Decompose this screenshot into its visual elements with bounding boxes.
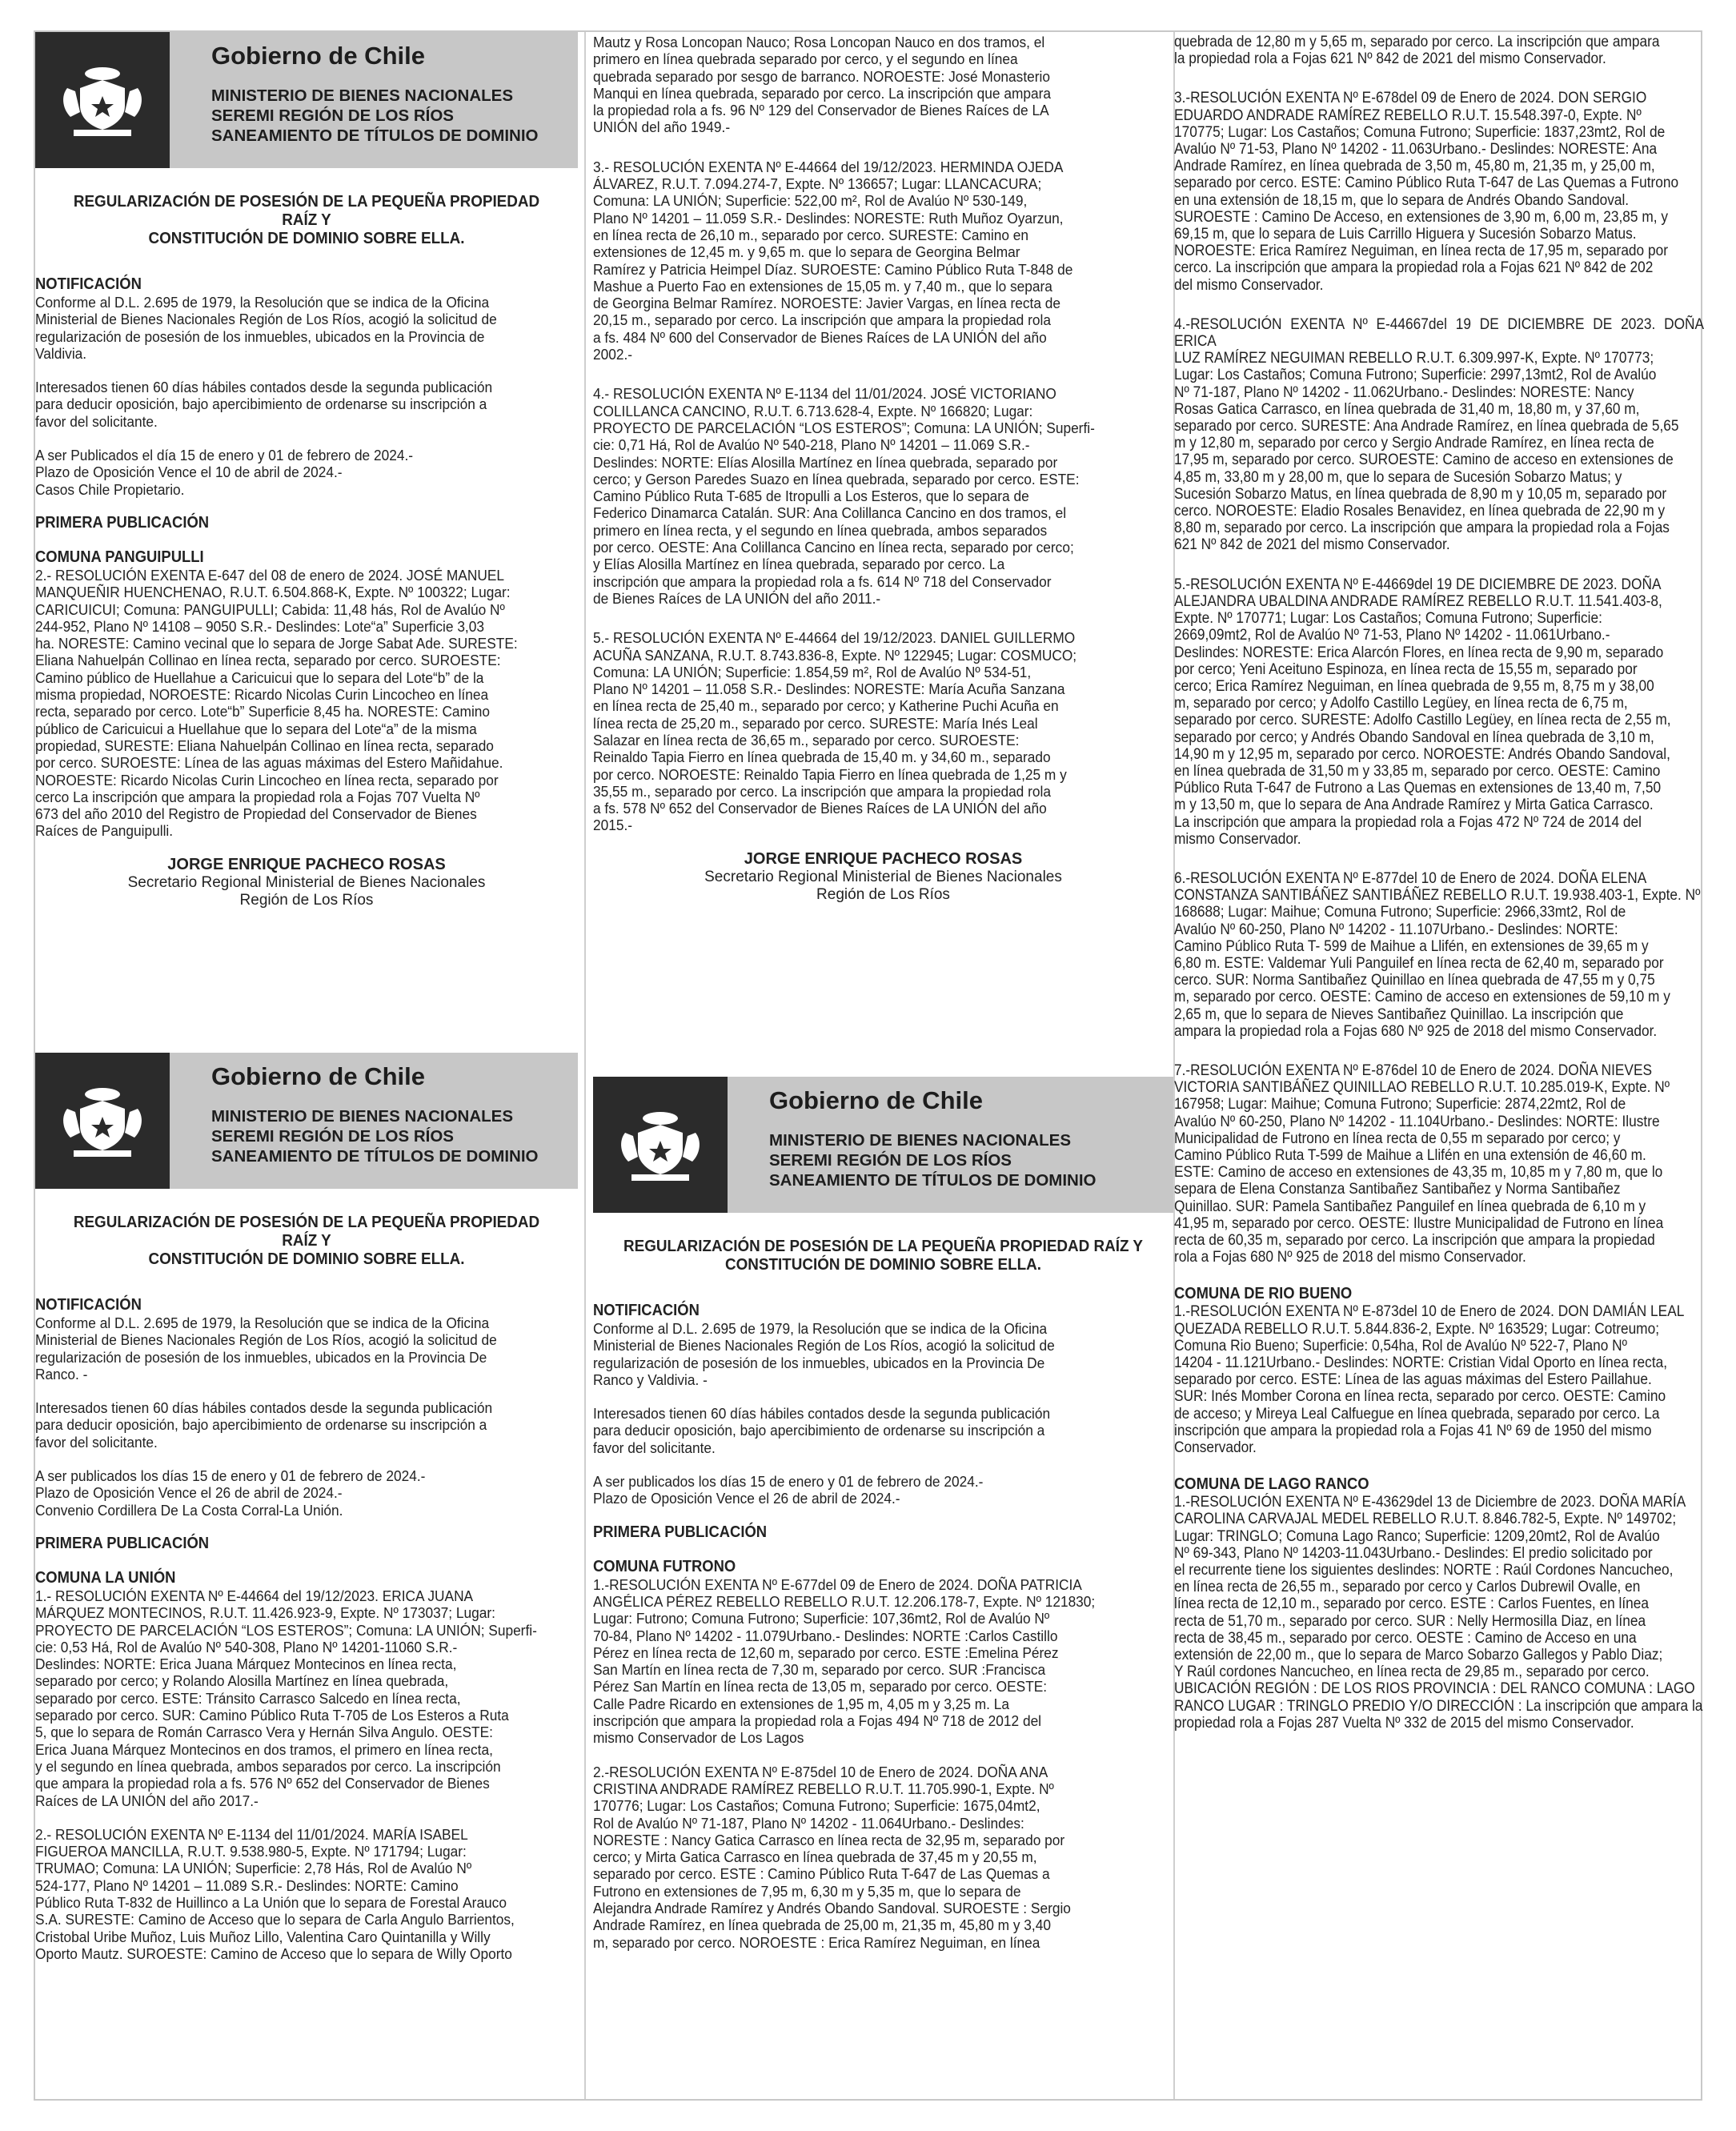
section-label: COMUNA LA UNIÓN <box>35 1568 176 1587</box>
section-label: COMUNA FUTRONO <box>593 1557 736 1575</box>
paragraph: Conforme al D.L. 2.695 de 1979, la Resolución que se indica de la Oficina Ministerial de Bienes Nacionales Región de Los Ríos, acogió la solicitud de regularización de posesión de los inmuebles, ubicados en la Provincia De Ranco. - <box>35 1314 497 1383</box>
ministry-lines: MINISTERIO DE BIENES NACIONALES SEREMI REGIÓN DE LOS RÍOS SANEAMIENTO DE TÍTULOS DE DOMINIO <box>211 1107 539 1166</box>
paragraph: 4.-RESOLUCIÓN EXENTA Nº E-44667del 19 DE DICIEMBRE DE 2023. DOÑA ERICA LUZ RAMÍREZ NEGUIMAN REBELLO R.U.T. 6.309.997-K, Expte. Nº 170773; Lugar: Los Castaños; Comuna Futrono; Superficie: 2997,13mt2, Rol de Avalúo Nº 71-187, Plano Nº 14202 - 11.062Urbano.- Deslindes: NORESTE: Nancy Rosas Gatica Carrasco, en línea quebrada de 31,40 m, 18,80 m, y 37,60 m, separado por cerco. SURESTE: Ana Andrade Ramírez, en línea quebrada de 5,65 m y 12,80 m, separado por cerco y Sergio Andrade Ramírez, en línea recta de 17,95 m, separado por cerco. SUROESTE: Camino de acceso en extensiones de 4,85 m, 33,80 m y 28,00 m, que lo separa de Sucesión Sobarzo Matus; y Sucesión Sobarzo Matus, en línea quebrada de 8,90 m y 10,05 m, separado por cerco. NOROESTE: Eladio Rosales Benavidez, en línea quebrada de 22,90 m y 8,80 m, separado por cerco. La inscripción que ampara la propiedad rola a Fojas 621 Nº 842 de 2021 del mismo Conservador. <box>1174 315 1705 554</box>
paragraph: A ser publicados los días 15 de enero y 01 de febrero de 2024.- Plazo de Oposición Vence el 26 de abril de 2024.- <box>593 1473 984 1507</box>
section-label: COMUNA DE LAGO RANCO <box>1174 1475 1369 1494</box>
paragraph: 4.- RESOLUCIÓN EXENTA Nº E-1134 del 11/01/2024. JOSÉ VICTORIANO COLILLANCA CANCINO, R.U.T. 6.713.628-4, Expte. Nº 166820; Lugar: PROYECTO DE PARCELACIÓN “LOS ESTEROS”; Comuna: LA UNIÓN; Superfi- cie: 0,71 Há, Rol de Avalúo Nº 540-218, Plano Nº 14201 – 11.069 S.R.- Deslindes: NORTE: Elías Alosilla Martínez en línea quebrada, separado por cerco; y Gerson Paredes Suazo en línea quebrada, separado por cerco. ESTE: Camino Público Ruta T-685 de Itropulli a Los Esteros, que lo separa de Federico Dinamarca Catalán. SUR: Ana Colillanca Cancino en dos tramos, el primero en línea recta, y el segundo en línea quebrada, ambos separados por cerco. OESTE: Ana Colillanca Cancino en línea recta, separado por cerco; y Elías Alosilla Martínez en línea quebrada, separado por cerco. La inscripción que ampara la propiedad rola a fs. 614 Nº 718 del Conservador de Bienes Raíces de LA UNIÓN del año 2011.- <box>593 385 1095 607</box>
paragraph: 5.- RESOLUCIÓN EXENTA Nº E-44664 del 19/12/2023. DANIEL GUILLERMO ACUÑA SANZANA, R.U.T. 8.743.836-8, Expte. Nº 122945; Lugar: COSMUCO; Comuna: LA UNIÓN; Superficie: 1.854,59 m², Rol de Avalúo Nº 534-51, Plano Nº 14201 – 11.058 S.R.- Deslindes: NORESTE: María Acuña Sanzana en línea recta de 25,40 m., separado por cerco; y Katherine Puchi Acuña en línea recta de 25,20 m., separado por cerco. SURESTE: María Inés Leal Salazar en línea recta de 36,65 m., separado por cerco. SUROESTE: Reinaldo Tapia Fierro en línea quebrada de 15,40 m. y 34,60 m., separado por cerco. NOROESTE: Reinaldo Tapia Fierro en línea quebrada de 1,25 m y 35,55 m., separado por cerco. La inscripción que ampara la propiedad rola a fs. 578 Nº 652 del Conservador de Bienes Raíces de LA UNIÓN del año 2015.- <box>593 629 1077 834</box>
gov-header <box>35 1053 578 1189</box>
section-label: COMUNA PANGUIPULLI <box>35 548 204 566</box>
newspaper-page <box>34 30 1705 2101</box>
notice-title: REGULARIZACIÓN DE POSESIÓN DE LA PEQUEÑA PROPIEDAD RAÍZ Y CONSTITUCIÓN DE DOMINIO SOBRE ELLA. <box>623 1237 1144 1274</box>
paragraph: 6.-RESOLUCIÓN EXENTA Nº E-877del 10 de Enero de 2024. DOÑA ELENA CONSTANZA SANTIBÁÑEZ SANTIBÁÑEZ REBELLO R.U.T. 19.938.403-1, Expte. Nº 168688; Lugar: Maihue; Comuna Futrono; Superficie: 2966,33mt2, Rol de Avalúo Nº 60-250, Plano Nº 14202 - 11.107Urbano.- Deslindes: NORTE: Camino Público Ruta T- 599 de Maihue a Llifén, en extensiones de 39,65 m y 6,80 m. ESTE: Valdemar Yuli Panguilef en línea recta de 62,40 m, separado por cerco. SUR: Norma Santibañez Quinillao en línea quebrada de 47,55 m y 0,75 m, separado por cerco. OESTE: Camino de acceso en extensiones de 59,10 m y 2,65 m, que lo separa de Nieves Santibañez Quinillao. La inscripción que ampara la propiedad rola a Fojas 680 Nº 925 de 2018 del mismo Conservador. <box>1174 869 1701 1040</box>
paragraph: Interesados tienen 60 días hábiles contados desde la segunda publicación para deducir oposición, bajo apercibimiento de ordenarse su inscripción a favor del solicitante. <box>35 379 493 430</box>
section-label: COMUNA DE RIO BUENO <box>1174 1285 1353 1303</box>
paragraph: 1.-RESOLUCIÓN EXENTA Nº E-677del 09 de Enero de 2024. DOÑA PATRICIA ANGÉLICA PÉREZ REBELLO REBELLO R.U.T. 12.206.178-7, Expte. Nº 121830; Lugar: Futrono; Comuna Futrono; Superficie: 107,36mt2, Rol de Avalúo Nº 70-84, Plano Nº 14202 - 11.079Urbano.- Deslindes: NORTE :Carlos Castillo Pérez en línea recta de 12,60 m, separado por cerco. ESTE :Emelina Pérez San Martín en línea recta de 7,30 m, separado por cerco. SUR :Francisca Pérez San Martín en línea recta de 13,05 m, separado por cerco. OESTE: Calle Padre Ricardo en extensiones de 1,95 m, 4,05 m y 3,25 m. La inscripción que ampara la propiedad rola a Fojas 494 Nº 718 de 2012 del mismo Conservador de Los Lagos <box>593 1575 1096 1747</box>
gov-title: Gobierno de Chile <box>769 1086 983 1114</box>
paragraph: 1.- RESOLUCIÓN EXENTA Nº E-44664 del 19/12/2023. ERICA JUANA MÁRQUEZ MONTECINOS, R.U.T. 11.426.923-9, Expte. Nº 173037; Lugar: PROYECTO DE PARCELACIÓN “LOS ESTEROS”; Comuna: LA UNIÓN; Superfi- cie: 0,53 Há, Rol de Avalúo Nº 540-308, Plano Nº 14201-11060 S.R.- Deslindes: NORTE: Erica Juana Márquez Montecinos en línea recta, separado por cerco; y Rolando Alosilla Martínez en línea quebrada, separado por cerco. ESTE: Tránsito Carrasco Salcedo en línea recta, separado por cerco. SUR: Camino Público Ruta T-705 de Los Esteros a Ruta 5, que lo separa de Román Carrasco Vera y Hernán Silva Angulo. OESTE: Erica Juana Márquez Montecinos en dos tramos, el primero en línea recta, y el segundo en línea quebrada, ambos separados por cerco. La inscripción que ampara la propiedad rola a fs. 576 Nº 652 del Conservador de Bienes Raíces de LA UNIÓN del año 2017.- <box>35 1587 537 1809</box>
paragraph: 1.-RESOLUCIÓN EXENTA Nº E-43629del 13 de Diciembre de 2023. DOÑA MARÍA CAROLINA CARVAJAL MEDEL REBELLO R.U.T. 8.846.782-5, Expte. Nº 149702; Lugar: TRINGLO; Comuna Lago Ranco; Superficie: 1209,20mt2, Rol de Avalúo Nº 69-343, Plano Nº 14203-11.043Urbano.- Deslindes: El predio solicitado por el recurrente tiene los siguientes deslindes: NORTE : Raúl Cordones Nancucheo, en línea recta de 26,55 m., separado por cerco y Carlos Dubrewil Ovalle, en línea recta de 12,10 m., separado por cerco. ESTE : Carlos Fuentes, en línea recta de 51,70 m., separado por cerco. SUR : Nelly Hermosilla Diaz, en línea recta de 38,45 m., separado por cerco. OESTE : Camino de Acceso en una extensión de 22,00 m., que lo separa de Marco Sobarzo Gallegos y Pablo Diaz; Y Raúl cordones Nancucheo, en línea recta de 29,85 m., separado por cerco. UBICACIÓN REGIÓN : DE LOS RIOS PROVINCIA : DEL RANCO COMUNA : LAGO RANCO LUGAR : TRINGLO PREDIO Y/O DIRECCIÓN : La inscripción que ampara la propiedad rola a Fojas 287 Vuelta Nº 332 de 2015 del mismo Conservador. <box>1174 1494 1703 1732</box>
paragraph: A ser Publicados el día 15 de enero y 01 de febrero de 2024.- Plazo de Oposición Vence el 10 de abril de 2024.- Casos Chile Propietario. <box>35 447 414 498</box>
ministry-lines: MINISTERIO DE BIENES NACIONALES SEREMI REGIÓN DE LOS RÍOS SANEAMIENTO DE TÍTULOS DE DOMINIO <box>769 1131 1097 1190</box>
signature: JORGE ENRIQUE PACHECO ROSAS Secretario Regional Ministerial de Bienes Nacionales Región de Los Ríos <box>704 849 1062 903</box>
paragraph: 1.-RESOLUCIÓN EXENTA Nº E-873del 10 de Enero de 2024. DON DAMIÁN LEAL QUEZADA REBELLO R.U.T. 5.844.836-2, Expte. Nº 163529; Lugar: Cotreumo; Comuna Rio Bueno; Superficie: 0,54ha, Rol de Avalúo Nº 522-7, Plano Nº 14204 - 11.121Urbano.- Deslindes: NORTE: Cristian Vidal Oporto en línea recta, separado por cerco. ESTE: Línea de las aguas máximas del Estero Paillahue. SUR: Inés Momber Corona en línea recta, separado por cerco. OESTE: Camino de acceso; y Mireya Leal Calfuegue en línea quebrada, separado por cerco. La inscripción que ampara la propiedad rola a Fojas 41 Nº 69 de 1950 del mismo Conservador. <box>1174 1303 1685 1457</box>
chile-coat-of-arms-icon <box>593 1077 728 1213</box>
paragraph: Interesados tienen 60 días hábiles contados desde la segunda publicación para deducir oposición, bajo apercibimiento de ordenarse su inscripción a favor del solicitante. <box>593 1405 1051 1456</box>
notice-title: REGULARIZACIÓN DE POSESIÓN DE LA PEQUEÑA PROPIEDAD RAÍZ Y CONSTITUCIÓN DE DOMINIO SOBRE ELLA. <box>73 192 540 247</box>
section-label: PRIMERA PUBLICACIÓN <box>35 513 210 532</box>
section-label: PRIMERA PUBLICACIÓN <box>35 1534 210 1552</box>
paragraph: 2.- RESOLUCIÓN EXENTA E-647 del 08 de enero de 2024. JOSÉ MANUEL MANQUEÑIR HUENCHENAO, R.U.T. 6.504.868-K, Expte. Nº 100322; Lugar: CARICUICUI; Comuna: PANGUIPULLI; Cabida: 11,48 hás, Rol de Avalúo Nº 244-952, Plano Nº 14108 – 9050 S.R.- Deslindes: Lote“a” Superficie 3,03 ha. NORESTE: Camino vecinal que lo separa de Jorge Sabat Ade. SURESTE: Eliana Nahuelpán Collinao en línea recta, separado por cerco. SUROESTE: Camino público de Huellahue a Caricuicui que lo separa del Lote“b” de la misma propiedad, NOROESTE: Ricardo Nicolas Curin Lincocheo en línea recta, separado por cerco. Lote“b” Superficie 8,45 ha. NORESTE: Camino público de Caricuicui a Huellahue que lo separa del Lote“a” de la misma propiedad, SURESTE: Eliana Nahuelpán Collinao en línea recta, separado por cerco. SUROESTE: Línea de las aguas máximas del Estero Mañidahue. NOROESTE: Ricardo Nicolas Curin Lincocheo en línea recta, separado por cerco La inscripción que ampara la propiedad rola a Fojas 707 Vuelta Nº 673 del año 2010 del Registro de Propiedad del Conservador de Bienes Raíces de Panguipulli. <box>35 566 518 840</box>
paragraph: Interesados tienen 60 días hábiles contados desde la segunda publicación para deducir oposición, bajo apercibimiento de ordenarse su inscripción a favor del solicitante. <box>35 1399 493 1451</box>
gov-title: Gobierno de Chile <box>211 42 425 70</box>
section-label: NOTIFICACIÓN <box>593 1302 700 1319</box>
chile-coat-of-arms-icon <box>35 32 170 168</box>
column-divider <box>584 32 586 2099</box>
paragraph: A ser publicados los días 15 de enero y 01 de febrero de 2024.- Plazo de Oposición Vence el 26 de abril de 2024.- Convenio Cordillera De La Costa Corral-La Unión. <box>35 1467 426 1519</box>
paragraph: 2.-RESOLUCIÓN EXENTA Nº E-875del 10 de Enero de 2024. DOÑA ANA CRISTINA ANDRADE RAMÍREZ REBELLO R.U.T. 11.705.990-1, Expte. Nº 170776; Lugar: Los Castaños; Comuna Futrono; Superficie: 1675,04mt2, Rol de Avalúo Nº 71-187, Plano Nº 14202 - 11.064Urbano.- Deslindes: NORESTE : Nancy Gatica Carrasco en línea recta de 32,95 m, separado por cerco; y Mirta Gatica Carrasco en línea quebrada de 37,45 m y 20,55 m, separado por cerco. ESTE : Camino Público Ruta T-647 de Las Quemas a Futrono en extensiones de 7,95 m, 6,30 m y 5,35 m, que lo separa de Alejandra Andrade Ramírez y Andrés Obando Sandoval. SUROESTE : Sergio Andrade Ramírez, en línea quebrada de 25,00 m, 21,35 m, 45,80 m y 3,40 m, separado por cerco. NOROESTE : Erica Ramírez Neguiman, en línea <box>593 1763 1071 1951</box>
signature: JORGE ENRIQUE PACHECO ROSAS Secretario Regional Ministerial de Bienes Nacionales Región de Los Ríos <box>127 855 486 909</box>
paragraph: 2.- RESOLUCIÓN EXENTA Nº E-1134 del 11/01/2024. MARÍA ISABEL FIGUEROA MANCILLA, R.U.T. 9.538.980-5, Expte. Nº 171794; Lugar: TRUMAO; Comuna: LA UNIÓN; Superficie: 2,78 Hás, Rol de Avalúo Nº 524-177, Plano Nº 14201 – 11.089 S.R.- Deslindes: NORTE: Camino Público Ruta T-832 de Huillinco a La Unión que lo separa de Forestal Arauco S.A. SURESTE: Camino de Acceso que lo separa de Carla Angulo Barrientos, Cristobal Uribe Muñoz, Luis Muñoz Lillo, Valentina Caro Quintanilla y Willy Oporto Mautz. SUROESTE: Camino de Acceso que lo separa de Willy Oporto <box>35 1825 515 1962</box>
notice-title: REGULARIZACIÓN DE POSESIÓN DE LA PEQUEÑA PROPIEDAD RAÍZ Y CONSTITUCIÓN DE DOMINIO SOBRE ELLA. <box>73 1213 540 1268</box>
section-label: NOTIFICACIÓN <box>35 1296 142 1314</box>
ministry-lines: MINISTERIO DE BIENES NACIONALES SEREMI REGIÓN DE LOS RÍOS SANEAMIENTO DE TÍTULOS DE DOMINIO <box>211 86 539 145</box>
paragraph: 7.-RESOLUCIÓN EXENTA Nº E-876del 10 de Enero de 2024. DOÑA NIEVES VICTORIA SANTIBÁÑEZ QUINILLAO REBELLO R.U.T. 10.285.019-K, Expte. Nº 167958; Lugar: Maihue; Comuna Futrono; Superficie: 2874,22mt2, Rol de Avalúo Nº 60-250, Plano Nº 14202 - 11.104Urbano.- Deslindes: NORTE: Ilustre Municipalidad de Futrono en línea recta de 0,55 m separado por cerco; y Camino Público Ruta T-599 de Maihue a Llifén en una extensión de 46,60 m. ESTE: Camino de acceso en extensiones de 43,35 m, 10,85 m y 7,80 m, que lo separa de Elena Constanza Santibañez Santibañez y Norma Santibañez Quinillao. SUR: Pamela Santibañez Panguilef en línea quebrada de 6,10 m y 41,95 m, separado por cerco. OESTE: Ilustre Municipalidad de Futrono en línea recta de 60,35 m, separado por cerco. La inscripción que ampara la propiedad rola a Fojas 680 Nº 925 de 2018 del mismo Conservador. <box>1174 1061 1670 1266</box>
section-label: NOTIFICACIÓN <box>35 275 142 293</box>
paragraph: Conforme al D.L. 2.695 de 1979, la Resolución que se indica de la Oficina Ministerial de Bienes Nacionales Región de Los Ríos, acogió la solicitud de regularización de posesión de los inmuebles, ubicados en la Provincia De Ranco y Valdivia. - <box>593 1320 1055 1388</box>
chile-coat-of-arms-icon <box>35 1053 170 1189</box>
paragraph: Mautz y Rosa Loncopan Nauco; Rosa Loncopan Nauco en dos tramos, el primero en línea quebrada separado por cerco, y el segundo en línea quebrada separado por sesgo de barranco. NOROESTE: José Monasterio Manqui en línea quebrada, separado por cerco. La inscripción que ampara la propiedad rola a fs. 96 Nº 129 del Conservador de Bienes Raíces de LA UNIÓN del año 1949.- <box>593 34 1051 136</box>
gov-title: Gobierno de Chile <box>211 1062 425 1090</box>
paragraph: 3.- RESOLUCIÓN EXENTA Nº E-44664 del 19/12/2023. HERMINDA OJEDA ÁLVAREZ, R.U.T. 7.094.274-7, Expte. Nº 136657; Lugar: LLANCACURA; Comuna: LA UNIÓN; Superficie: 522,00 m², Rol de Avalúo Nº 530-149, Plano Nº 14201 – 11.059 S.R.- Deslindes: NORESTE: Ruth Muñoz Oyarzun, en línea recta de 26,10 m., separado por cerco. SURESTE: Camino en extensiones de 12,45 m. y 9,65 m. que lo separa de Georgina Belmar Ramírez y Patricia Heimpel Díaz. SUROESTE: Camino Público Ruta T-848 de Mashue a Puerto Fao en extensiones de 15,05 m. y 7,40 m., que lo separa de Georgina Belmar Ramírez. NOROESTE: Javier Vargas, en línea recta de 20,15 m., separado por cerco. La inscripción que ampara la propiedad rola a fs. 484 Nº 600 del Conservador de Bienes Raíces de LA UNIÓN del año 2002.- <box>593 158 1073 363</box>
paragraph: quebrada de 12,80 m y 5,65 m, separado por cerco. La inscripción que ampara la propiedad rola a Fojas 621 Nº 842 de 2021 del mismo Conservador. <box>1174 34 1660 68</box>
paragraph: 5.-RESOLUCIÓN EXENTA Nº E-44669del 19 DE DICIEMBRE DE 2023. DOÑA ALEJANDRA UBALDINA ANDRADE RAMÍREZ REBELLO R.U.T. 11.541.403-8, Expte. Nº 170771; Lugar: Los Castaños; Comuna Futrono; Superficie: 2669,09mt2, Rol de Avalúo Nº 71-53, Plano Nº 14202 - 11.061Urbano.- Deslindes: NORESTE: Erica Alarcón Flores, en línea recta de 9,90 m, separado por cerco; Yeni Aceituno Espinoza, en línea recta de 15,55 m, separado por cerco; Erica Ramírez Neguiman, en línea quebrada de 9,55 m, 8,75 m y 38,00 m, separado por cerco; y Adolfo Castillo Legüey, en línea recta de 6,75 m, separado por cerco. SURESTE: Adolfo Castillo Legüey, en línea recta de 2,55 m, separado por cerco; y Andrés Obando Sandoval en línea quebrada de 3,10 m, 14,90 m y 12,95 m, separado por cerco. NOROESTE: Andrés Obando Sandoval, en línea quebrada de 31,50 m y 33,85 m, separado por cerco. OESTE: Camino Público Ruta T-647 de Futrono a Las Quemas en extensiones de 13,40 m, 7,50 m y 13,50 m, que lo separa de Ana Andrade Ramírez y Mirta Gatica Carrasco. La inscripción que ampara la propiedad rola a Fojas 472 Nº 724 de 2014 del mismo Conservador. <box>1174 576 1671 848</box>
paragraph: 3.-RESOLUCIÓN EXENTA Nº E-678del 09 de Enero de 2024. DON SERGIO EDUARDO ANDRADE RAMÍREZ REBELLO R.U.T. 15.548.397-0, Expte. Nº 170775; Lugar: Los Castaños; Comuna Futrono; Superficie: 1837,23mt2, Rol de Avalúo Nº 71-53, Plano Nº 14202 - 11.063Urbano.- Deslindes: NORESTE: Ana Andrade Ramírez, en línea quebrada de 3,50 m, 45,80 m, 21,35 m, y 25,00 m, separado por cerco. ESTE: Camino Público Ruta T-647 de Las Quemas a Futrono en una extensión de 18,15 m, que lo separa de Andrés Obando Sandoval. SUROESTE : Camino De Acceso, en extensiones de 3,90 m, 6,00 m, 23,85 m, y 69,15 m, que lo separa de Luis Carrillo Higuera y Sucesión Sobarzo Matus. NOROESTE: Erica Ramírez Neguiman, en línea recta de 17,95 m, separado por cerco. La inscripción que ampara la propiedad rola a Fojas 621 Nº 842 de 202 del mismo Conservador. <box>1174 90 1679 294</box>
paragraph: Conforme al D.L. 2.695 de 1979, la Resolución que se indica de la Oficina Ministerial de Bienes Nacionales Región de Los Ríos, acogió la solicitud de regularización de posesión de los inmuebles, ubicados en la Provincia de Valdivia. <box>35 294 497 362</box>
gov-header <box>35 32 578 168</box>
section-label: PRIMERA PUBLICACIÓN <box>593 1523 768 1541</box>
gov-header <box>593 1077 1173 1213</box>
